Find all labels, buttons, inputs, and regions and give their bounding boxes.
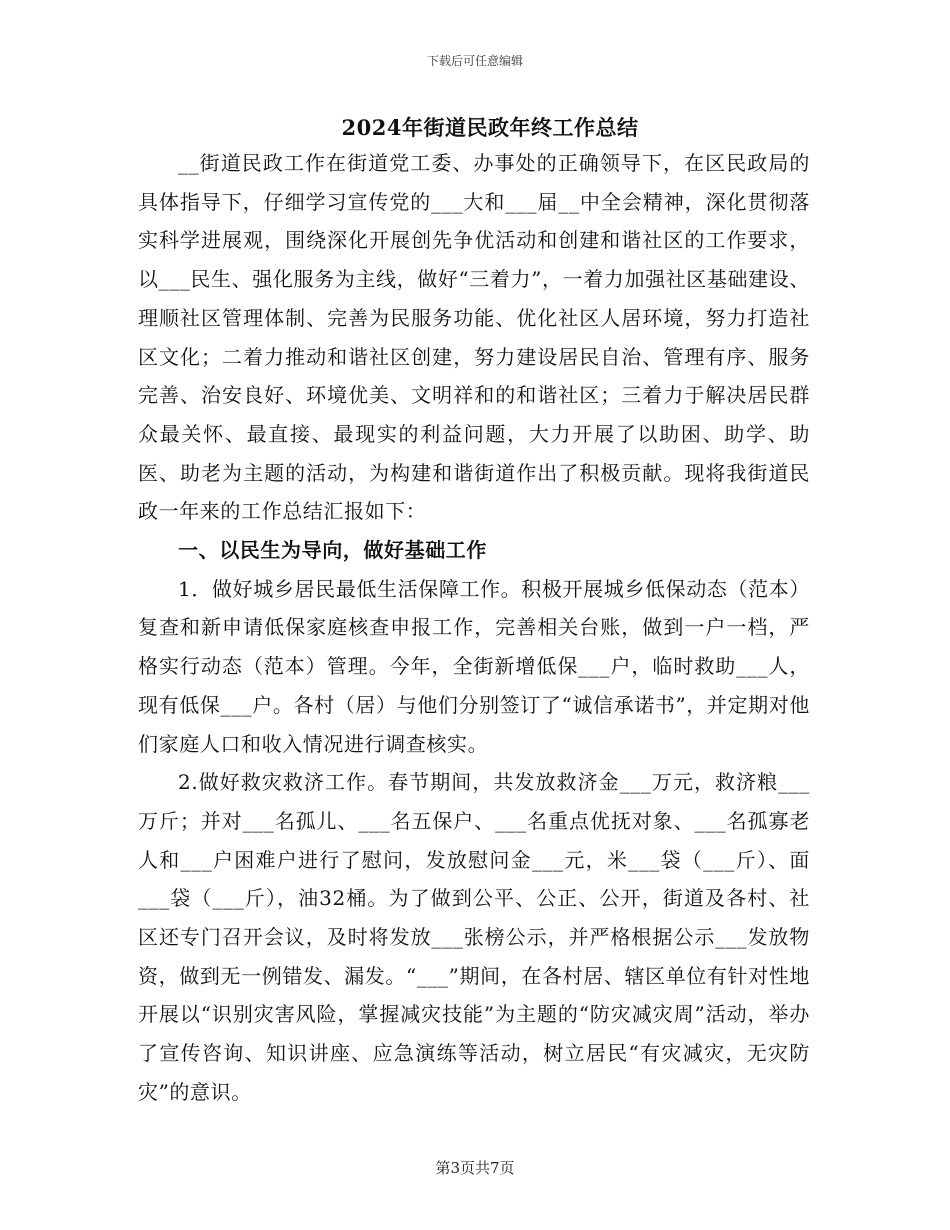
intro-paragraph: __街道民政工作在街道党工委、办事处的正确领导下，在区民政局的具体指导下，仔细学习宣传党的___大和___届__中全会精神，深化贯彻落实科学进展观，围绕深化开展创先争优活动和创建和谐社区的工作要求，以___民生、强化服务为主线，做好“三着力”，一着力加强社区基础建设、理顺社区管理体制、完善为民服务功能、优化社区人居环境，努力打造社区文化；二着力推动和谐社区创建，努力建设居民自治、管理有序、服务完善、治安良好、环境优美、文明祥和的和谐社区；三着力于解决居民群众最关怀、最直接、最现实的利益问题，大力开展了以助困、助学、助医、助老为主题的活动，为构建和谐街道作出了积极贡献。现将我街道民政一年来的工作总结汇报如下： xyxy=(138,151,810,524)
page-header-note: 下载后可任意编辑 xyxy=(426,54,523,68)
page-footer-number: 第3页共7页 xyxy=(435,1159,515,1177)
body-paragraph: 1．做好城乡居民最低生活保障工作。积极开展城乡低保动态（范本）复查和新申请低保家庭核查申报工作，完善相关台账，做到一户一档，严格实行动态（范本）管理。今年，全街新增低保___户，临时救助___人，现有低保___户。各村（居）与他们分别签订了“诚信承诺书”，并定期对他们家庭人口和收入情况进行调查核实。 xyxy=(138,576,810,756)
document-body xyxy=(138,144,810,1112)
body-paragraph: 2.做好救灾救济工作。春节期间，共发放救济金___万元，救济粮___万斤；并对___名孤儿、___名五保户、___名重点优抚对象、___名孤寡老人和___户困难户进行了慰问，发放慰问金___元，米___袋（___斤）、面___袋（___斤），油32桶。为了做到公平、公正、公开，街道及各村、社区还专门召开会议，及时将发放___张榜公示，并严格根据公示___发放物资，做到无一例错发、漏发。“___”期间，在各村居、辖区单位有针对性地开展以“识别灾害风险，掌握减灾技能”为主题的“防灾减灾周”活动，举办了宣传咨询、知识讲座、应急演练等活动，树立居民“有灾减灾，无灾防灾”的意识。 xyxy=(138,770,810,1104)
section-heading: 一、以民生为导向，做好基础工作 xyxy=(178,538,487,563)
document-title: 2024年街道民政年终工作总结 xyxy=(341,115,639,140)
